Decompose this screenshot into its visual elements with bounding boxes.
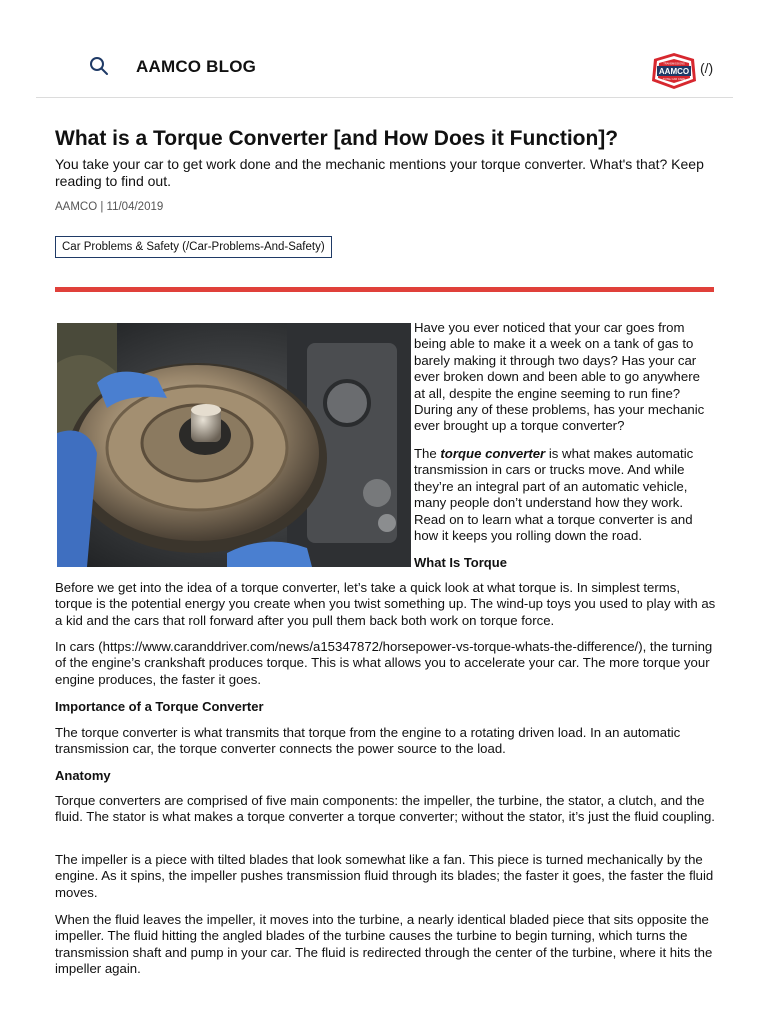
- torque-paragraph: Before we get into the idea of a torque converter, let’s take a quick look at what torque is. In simplest terms, torque is the potential energy you create when you twist something up. The wind-up toys you used to play with as a kid and the cars that roll forward after you pull them back both work on torque force.: [55, 580, 716, 628]
- heading-anatomy: Anatomy: [55, 768, 111, 783]
- heading-what-is-torque: What Is Torque: [414, 555, 507, 570]
- category-tag[interactable]: Car Problems & Safety (/Car-Problems-And-Safety): [55, 236, 332, 258]
- anatomy-paragraph: Torque converters are comprised of five main components: the impeller, the turbine, the stator, a clutch, and the fluid. The stator is what makes a torque converter a torque converter; without the stator, it’s just the fluid coupling.: [55, 793, 715, 825]
- p2-text-end: is what makes automatic transmission in cars or trucks move. And while they’re an integral part of an automatic vehicle, many people don’t understand how they work. Read on to learn what a torque converter is and how it keeps you rolling down the road.: [414, 446, 694, 544]
- svg-text:TRANSMISSIONS: TRANSMISSIONS: [663, 62, 685, 66]
- p2-emphasis: torque converter: [440, 446, 546, 461]
- article-title: What is a Torque Converter [and How Does it Function]?: [55, 127, 619, 150]
- article-meta: AAMCO | 11/04/2019: [55, 201, 164, 213]
- svg-text:AAMCO: AAMCO: [658, 67, 690, 76]
- torque-converter-paragraph: [414, 446, 714, 544]
- p2-text-start: The: [414, 446, 441, 461]
- site-header: [36, 0, 733, 98]
- intro-paragraph: Have you ever noticed that your car goes from being able to make it a week on a tank of gas to barely making it through two days? Has your car ever broken down and been able to go anywhere at all, despite the engine seeming to run fine? During any of these problems, has your mechanic ever brought up a torque converter?: [414, 320, 705, 434]
- aamco-logo[interactable]: [650, 53, 698, 89]
- importance-paragraph: The torque converter is what transmits that torque from the engine to a rotating driven load. In an automatic transmission car, the torque converter connects the power source to the load.: [55, 725, 681, 757]
- impeller-paragraph: The impeller is a piece with tilted blades that look somewhat like a fan. This piece is turned mechanically by the engine. As it spins, the impeller pushes transmission fluid through its blades; the faster it goes, the faster the fluid moves.: [55, 852, 714, 900]
- turbine-paragraph: When the fluid leaves the impeller, it moves into the turbine, a nearly identical bladed piece that sits opposite the impeller. The fluid hitting the angled blades of the turbine causes the turbine to begin turning, which turns the transmission shaft and pump in your car. The fluid is redirected through the center of the turbine, where it hits the impeller again.: [55, 912, 713, 977]
- heading-importance: Importance of a Torque Converter: [55, 699, 264, 714]
- article-subtitle: You take your car to get work done and the mechanic mentions your torque converter. What's that? Keep reading to find out.: [55, 156, 704, 189]
- svg-text:TOTAL CAR CARE: TOTAL CAR CARE: [662, 78, 686, 81]
- home-link[interactable]: (/): [700, 60, 714, 76]
- cars-paragraph: In cars (https://www.caranddriver.com/news/a15347872/horsepower-vs-torque-whats-the-difference/), the turning of the engine’s crankshaft produces torque. This is what allows you to accelerate your car. The more torque your engine produces, the faster it goes.: [55, 639, 713, 687]
- divider: [55, 287, 714, 292]
- torque-converter-photo: [57, 323, 411, 567]
- blog-title[interactable]: AAMCO BLOG: [136, 57, 257, 76]
- search-icon[interactable]: [89, 56, 109, 76]
